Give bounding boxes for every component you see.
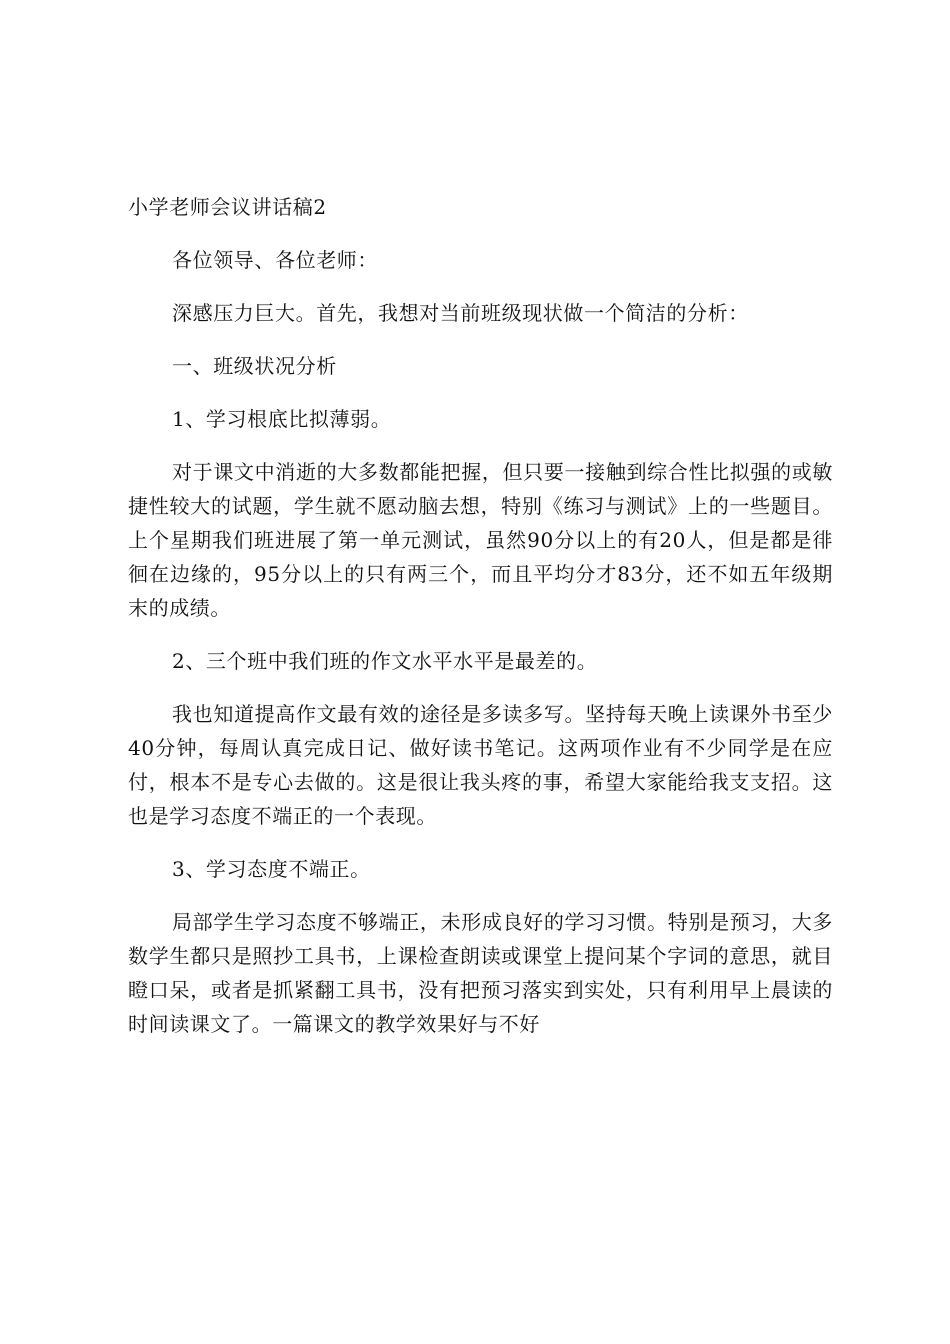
point-heading-1: 1、学习根底比拟薄弱。 [172,407,392,431]
body-paragraph-1: 对于课文中消逝的大多数都能把握，但只要一接触到综合性比拟强的或敏捷性较大的试题，学生就不愿动脑去想，特别《练习与测试》上的一些题目。上个星期我们班进展了第一单元测试，虽然90分以上的有20人，但是都是徘徊在边缘的，95分以上的只有两三个，而且平均分才83分，还不如五年级期末的成绩。 [128,460,833,620]
body-paragraph-3: 局部学生学习态度不够端正，未形成良好的学习习惯。特别是预习，大多数学生都只是照抄工具书，上课检查朗读或课堂上提问某个字词的意思，就目瞪口呆，或者是抓紧翻工具书，没有把预习落实到实处，只有利用早上晨读的时间读课文了。一篇课文的教学效果好与不好 [128,910,833,1036]
section-heading-class-analysis: 一、班级状况分析 [172,354,337,378]
body-paragraph-2: 我也知道提高作文最有效的途径是多读多写。坚持每天晚上读课外书至少40分钟，每周认真完成日记、做好读书笔记。这两项作业有不少同学是在应付，根本不是专心去做的。这是很让我头疼的事，希望大家能给我支支招。这也是学习态度不端正的一个表现。 [128,702,833,828]
intro-paragraph: 深感压力巨大。首先，我想对当前班级现状做一个简洁的分析： [172,301,749,325]
document-title: 小学老师会议讲话稿2 [128,195,327,219]
point-heading-2: 2、三个班中我们班的作文水平水平是最差的。 [172,649,598,673]
salutation-paragraph: 各位领导、各位老师： [172,248,378,272]
document-body [128,190,833,1060]
point-heading-3: 3、学习态度不端正。 [172,857,371,881]
